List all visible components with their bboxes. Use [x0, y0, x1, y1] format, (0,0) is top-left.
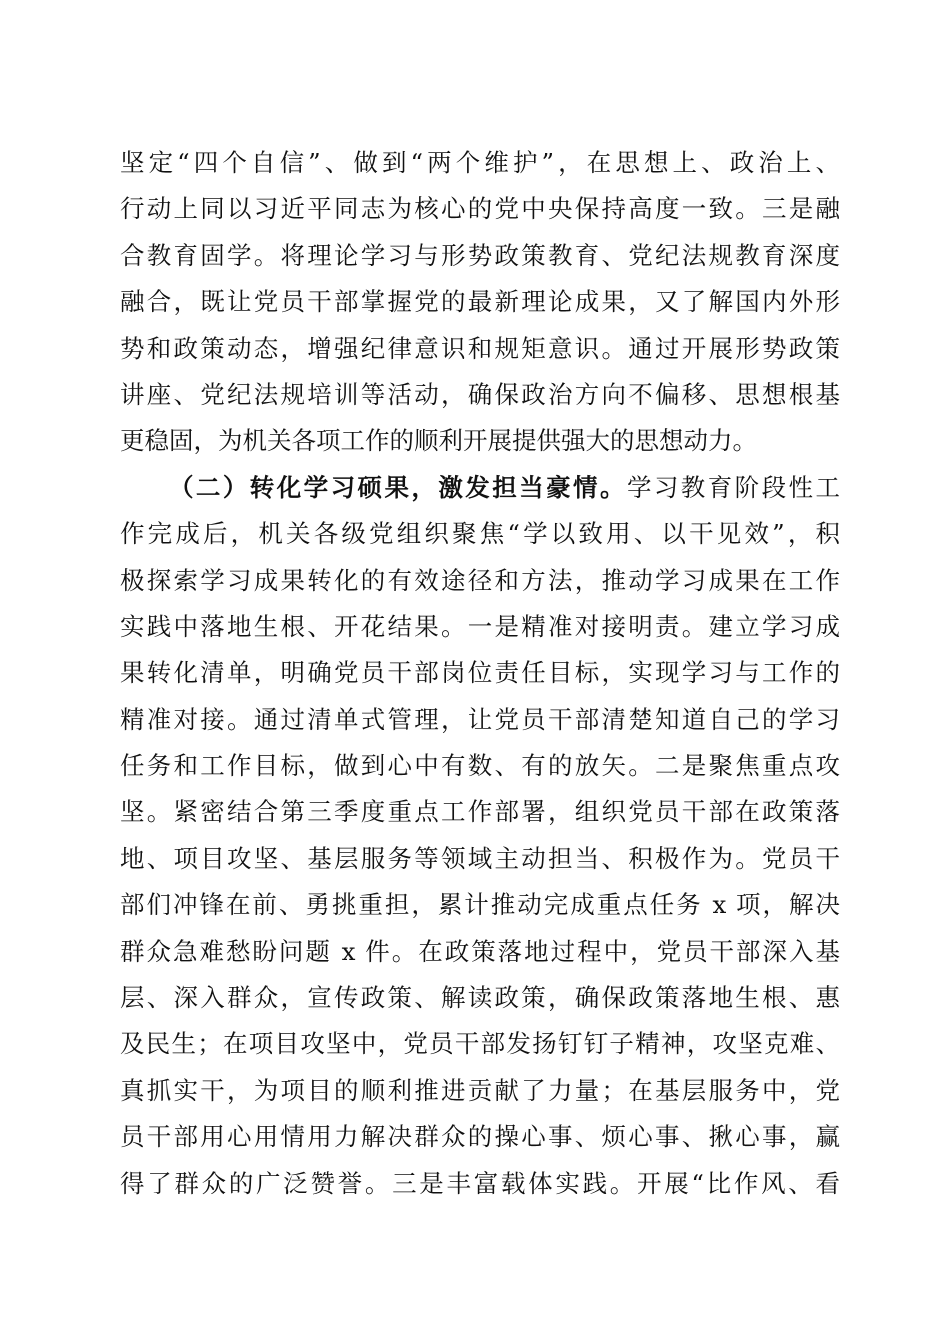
text-line: 坚。紧密结合第三季度重点工作部署，组织党员干部在政策落 [120, 797, 840, 827]
document-body [120, 140, 840, 1207]
text-line: 行动上同以习近平同志为核心的党中央保持高度一致。三是融 [120, 194, 840, 224]
section-first-line-text: 学习教育阶段性工 [626, 472, 840, 502]
section-heading: （二）转化学习硕果，激发担当豪情。 [169, 472, 627, 502]
section-first-line [120, 465, 840, 511]
text-line: 实践中落地生根、开花结果。一是精准对接明责。建立学习成 [120, 611, 840, 641]
text-line: 部们冲锋在前、勇挑重担，累计推动完成重点任务 x 项，解决 [120, 890, 840, 920]
text-line: 真抓实干，为项目的顺利推进贡献了力量；在基层服务中，党 [120, 1075, 840, 1105]
text-line: 融合，既让党员干部掌握党的最新理论成果，又了解国内外形 [120, 287, 840, 317]
text-line: 精准对接。通过清单式管理，让党员干部清楚知道自己的学习 [120, 704, 840, 734]
text-line: 坚定“四个自信”、做到“两个维护”，在思想上、政治上、 [120, 148, 840, 177]
text-line: 讲座、党纪法规培训等活动，确保政治方向不偏移、思想根基 [120, 379, 840, 409]
text-line: 合教育固学。将理论学习与形势政策教育、党纪法规教育深度 [120, 240, 840, 270]
text-line: 层、深入群众，宣传政策、解读政策，确保政策落地生根、惠 [120, 983, 840, 1013]
text-line: 任务和工作目标，做到心中有数、有的放矢。二是聚焦重点攻 [120, 751, 840, 781]
text-line: 果转化清单，明确党员干部岗位责任目标，实现学习与工作的 [120, 658, 840, 688]
text-line: 员干部用心用情用力解决群众的操心事、烦心事、揪心事，赢 [120, 1122, 840, 1152]
text-line: 作完成后，机关各级党组织聚焦“学以致用、以干见效”，积 [120, 519, 840, 549]
text-line: 群众急难愁盼问题 x 件。在政策落地过程中，党员干部深入基 [120, 936, 840, 966]
text-line: 极探索学习成果转化的有效途径和方法，推动学习成果在工作 [120, 565, 840, 595]
text-line: 地、项目攻坚、基层服务等领域主动担当、积极作为。党员干 [120, 843, 840, 873]
text-line: 势和政策动态，增强纪律意识和规矩意识。通过开展形势政策 [120, 333, 840, 363]
text-line: 得了群众的广泛赞誉。三是丰富载体实践。开展“比作风、看 [120, 1168, 840, 1198]
text-line: 及民生；在项目攻坚中，党员干部发扬钉钉子精神，攻坚克难、 [120, 1029, 840, 1059]
text-line: 更稳固，为机关各项工作的顺利开展提供强大的思想动力。 [120, 426, 757, 456]
